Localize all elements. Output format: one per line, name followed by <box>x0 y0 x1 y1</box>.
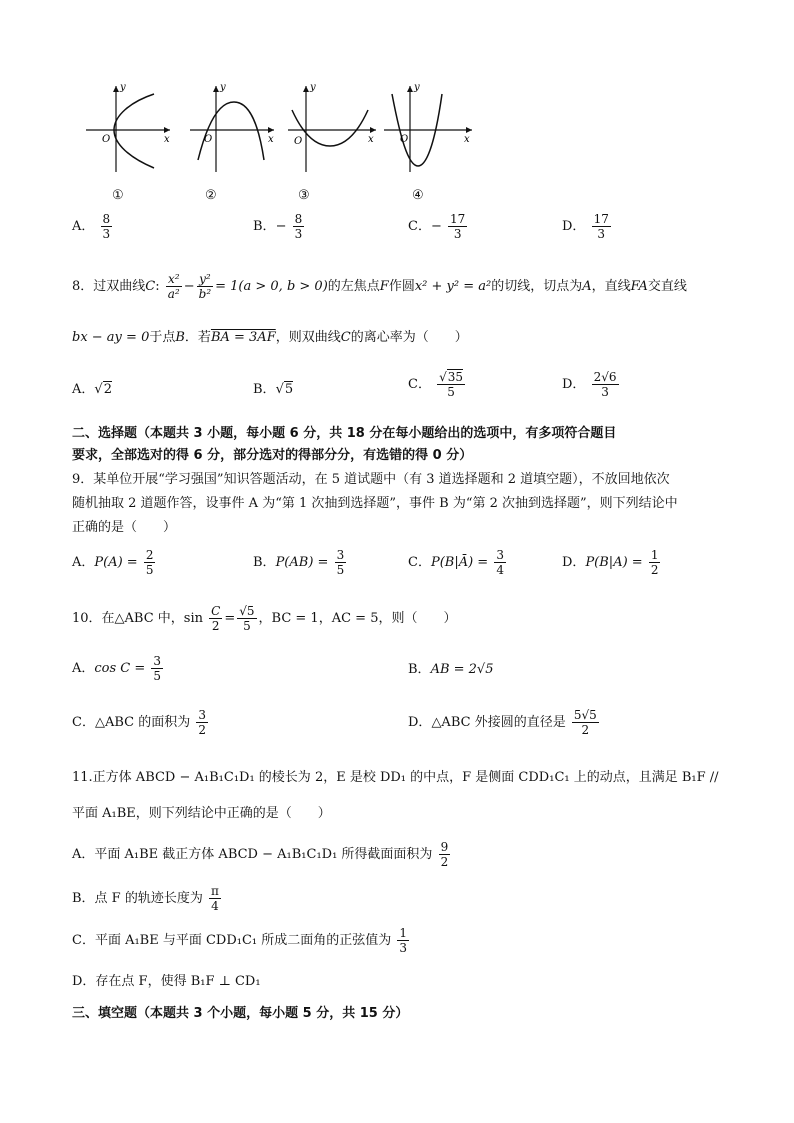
q9-option-d[interactable]: D．P(B|A) = $\frac{1}{2}$ <box>562 548 659 577</box>
graph-4 <box>380 80 476 176</box>
graph-4-y-label: y <box>414 82 420 93</box>
graph-2 <box>182 80 278 176</box>
graph-label-4: ④ <box>412 188 424 203</box>
graph-label-1: ① <box>112 188 124 203</box>
graph-3 <box>284 80 380 176</box>
q9-option-b[interactable]: B．P(AB) = $\frac{3}{5}$ <box>253 548 345 577</box>
graph-1-x-label: x <box>164 134 170 145</box>
q10-option-d[interactable]: D．△ABC 外接圆的直径是 $\frac{5√5}{2}$ <box>408 708 597 737</box>
q11-option-b[interactable]: B．点 F 的轨迹长度为 $\frac{\pi}{4}$ <box>72 884 219 913</box>
q11-option-a[interactable]: A．平面 A₁BE 截正方体 ABCD − A₁B₁C₁D₁ 所得截面面积为 $\frac{9}{2}$ <box>72 840 449 869</box>
q9-stem-line2: 随机抽取 2 道题作答，设事件 A 为“第 1 次抽到选择题”，事件 B 为“第 2 次抽到选择题”，则下列结论中 <box>72 496 678 511</box>
graph-3-origin: O <box>294 136 303 147</box>
section-2-heading-line1: 二、选择题（本题共 3 小题，每小题 6 分，共 18 分在每小题给出的选项中，有多项符合题目 <box>72 426 617 441</box>
q7-option-a[interactable]: A． $\frac{8}{3}$ <box>72 212 111 241</box>
q9-stem-line1: 9．某单位开展“学习强国”知识答题活动，在 5 道试题中（有 3 道选择题和 2 道填空题），不放回地依次 <box>72 472 670 487</box>
q8-stem-line1: 8．过双曲线C: $\frac{\text{x²}}{\text{a²}}$ − $\frac{\text{y²}}{\text{b²}}$ = 1(a > 0, b > 0)的左焦点F作圆x² + y² = a²的切线，切点为A，直线FA交直线 <box>72 272 687 301</box>
graph-2-y-label: y <box>220 82 226 93</box>
q11-stem-line2: 平面 A₁BE，则下列结论中正确的是（ ） <box>72 806 331 821</box>
q7-option-c[interactable]: C．− $\frac{17}{3}$ <box>408 212 466 241</box>
q11-option-d[interactable]: D．存在点 F，使得 B₁F ⊥ CD₁ <box>72 974 261 989</box>
q10-option-b[interactable]: B．AB = 2√5 <box>408 662 494 677</box>
graph-label-2: ② <box>205 188 217 203</box>
q11-option-c[interactable]: C．平面 A₁BE 与平面 CDD₁C₁ 所成二面角的正弦值为 $\frac{1}{3}$ <box>72 926 408 955</box>
graph-2-x-label: x <box>268 134 274 145</box>
graph-1-origin: O <box>102 134 111 145</box>
q9-option-c[interactable]: C．P(B|Ā) = $\frac{3}{4}$ <box>408 548 504 577</box>
q8-stem-line2: bx − ay = 0于点B．若BA = 3AF，则双曲线C的离心率为（ ） <box>72 330 468 345</box>
q10-option-a[interactable]: A．cos C = $\frac{3}{5}$ <box>72 654 162 683</box>
graph-4-origin: O <box>400 134 409 145</box>
q8-option-a[interactable]: A．√2 <box>72 382 112 397</box>
q7-option-b[interactable]: B．− $\frac{8}{3}$ <box>253 212 303 241</box>
q11-stem-line1: 11.正方体 ABCD − A₁B₁C₁D₁ 的棱长为 2，E 是校 DD₁ 的中点，F 是侧面 CDD₁C₁ 上的动点，且满足 B₁F // <box>72 770 719 785</box>
q10-option-c[interactable]: C．△ABC 的面积为 $\frac{3}{2}$ <box>72 708 206 737</box>
q9-stem-line3: 正确的是（ ） <box>72 520 177 535</box>
graph-4-x-label: x <box>464 134 470 145</box>
graph-2-origin: O <box>204 134 213 145</box>
section-2-heading-line2: 要求，全部选对的得 6 分，部分选对的得部分分，有选错的得 0 分） <box>72 448 473 463</box>
q7-option-d[interactable]: D． $\frac{17}{3}$ <box>562 212 609 241</box>
q10-stem: 10．在△ABC 中，sin $\frac{C}{2}$ = $\frac{√5}{5}$ ，BC = 1，AC = 5，则（ ） <box>72 604 457 633</box>
q8-option-d[interactable]: D． $\frac{2√6}{3}$ <box>562 370 617 399</box>
graph-1 <box>78 80 174 176</box>
graph-1-y-label: y <box>120 82 126 93</box>
q8-option-c[interactable]: C． $\frac{√35}{5}$ <box>408 370 464 399</box>
q8-option-b[interactable]: B．√5 <box>253 382 294 397</box>
q9-option-a[interactable]: A．P(A) = $\frac{2}{5}$ <box>72 548 154 577</box>
section-3-heading: 三、填空题（本题共 3 个小题，每小题 5 分，共 15 分） <box>72 1006 409 1021</box>
graph-label-3: ③ <box>298 188 310 203</box>
graphs-row <box>78 80 478 180</box>
graph-3-y-label: y <box>310 82 316 93</box>
graph-3-x-label: x <box>368 134 374 145</box>
